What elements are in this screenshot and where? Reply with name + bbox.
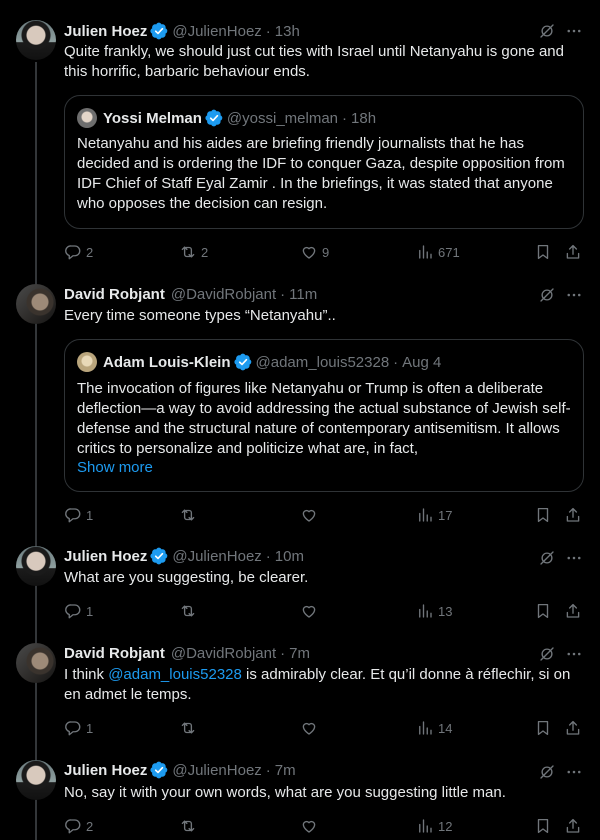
avatar[interactable] — [16, 284, 56, 324]
quote-author-handle: @adam_louis52328 — [255, 353, 390, 371]
bookmark-button[interactable] — [534, 718, 552, 738]
views-icon — [416, 243, 434, 261]
view-count: 13 — [438, 603, 453, 619]
tweet-text — [64, 665, 584, 705]
like-button[interactable] — [300, 718, 318, 738]
reply-icon — [64, 602, 82, 620]
views-button[interactable] — [416, 601, 452, 621]
bookmark-button[interactable] — [534, 816, 552, 836]
action-bar — [64, 505, 584, 525]
tweet[interactable] — [0, 532, 600, 632]
repost-count: 2 — [201, 244, 209, 260]
separator-dot: · — [265, 22, 271, 40]
view-count: 17 — [438, 507, 453, 523]
tweet[interactable] — [0, 750, 600, 840]
repost-icon — [179, 243, 197, 261]
reply-count: 1 — [86, 507, 94, 523]
views-icon — [416, 817, 434, 835]
tweet[interactable] — [0, 632, 600, 750]
bookmark-icon — [534, 243, 552, 261]
share-icon — [564, 817, 582, 835]
author-name[interactable]: David Robjant — [64, 644, 165, 662]
grok-icon[interactable] — [538, 645, 556, 663]
reply-icon — [64, 243, 82, 261]
share-button[interactable] — [564, 601, 582, 621]
author-handle[interactable]: @JulienHoez — [172, 761, 262, 779]
quote-text: Netanyahu and his aides are briefing friendly journalists that he has decided and is ordering the IDF to conquer Gaza, despite opposition from IDF Chief of Staff Eyal Zamir . In the briefings, it was stated that anyone who opposes the decision can resign. — [77, 135, 565, 212]
share-icon — [564, 243, 582, 261]
share-button[interactable] — [564, 816, 582, 836]
quote-tweet[interactable] — [64, 95, 584, 229]
repost-icon — [179, 817, 197, 835]
tweet[interactable] — [0, 0, 600, 270]
repost-button[interactable] — [179, 601, 197, 621]
reply-count: 2 — [86, 244, 94, 260]
reply-button[interactable] — [64, 242, 93, 262]
separator-dot: · — [342, 109, 348, 127]
quote-text: The invocation of figures like Netanyahu or Trump is often a deliberate deflection—a way to avoid addressing the actual substance of Jewish self-defense and the structural nature of contemporary antisemitism. It allows critics to personalize and politicize what are, in fact, — [77, 380, 571, 457]
more-icon[interactable] — [565, 645, 583, 663]
separator-dot: · — [280, 285, 286, 303]
repost-button[interactable] — [179, 505, 197, 525]
action-bar — [64, 816, 584, 836]
show-more-link[interactable]: Show more — [77, 459, 153, 476]
quote-timestamp: Aug 4 — [402, 353, 442, 371]
quote-author-name: Yossi Melman — [103, 109, 202, 127]
quote-author-handle: @yossi_melman — [226, 109, 339, 127]
author-name[interactable]: Julien Hoez — [64, 761, 148, 779]
bookmark-button[interactable] — [534, 505, 552, 525]
bookmark-button[interactable] — [534, 242, 552, 262]
like-button[interactable] — [300, 601, 318, 621]
bookmark-icon — [534, 602, 552, 620]
author-handle[interactable]: @DavidRobjant — [170, 644, 277, 662]
tweet-text-before: I think — [64, 666, 109, 683]
action-bar — [64, 601, 584, 621]
views-button[interactable] — [416, 816, 452, 836]
separator-dot: · — [265, 761, 271, 779]
like-icon — [300, 243, 318, 261]
like-icon — [300, 719, 318, 737]
more-icon[interactable] — [565, 22, 583, 40]
verified-badge-icon — [205, 109, 223, 127]
reply-icon — [64, 506, 82, 524]
quote-avatar — [77, 108, 97, 128]
tweet-text: Every time someone types “Netanyahu”.. — [64, 307, 336, 324]
like-icon — [300, 817, 318, 835]
author-name[interactable]: David Robjant — [64, 285, 165, 303]
action-bar — [64, 242, 584, 262]
views-button[interactable] — [416, 505, 452, 525]
tweet-text: No, say it with your own words, what are you suggesting little man. — [64, 784, 506, 801]
grok-icon[interactable] — [538, 286, 556, 304]
verified-badge-icon — [150, 761, 168, 779]
avatar[interactable] — [16, 760, 56, 800]
quote-tweet[interactable] — [64, 339, 584, 492]
bookmark-button[interactable] — [534, 601, 552, 621]
repost-button[interactable] — [179, 816, 197, 836]
author-name[interactable]: Julien Hoez — [64, 22, 148, 40]
reply-count: 1 — [86, 603, 94, 619]
repost-icon — [179, 602, 197, 620]
share-icon — [564, 602, 582, 620]
tweet-text-after: is admirably clear. Et qu’il donne à réflechir, si on en admet le temps. — [64, 666, 571, 703]
bookmark-icon — [534, 719, 552, 737]
reply-icon — [64, 719, 82, 737]
repost-button[interactable] — [179, 718, 197, 738]
like-button[interactable] — [300, 505, 318, 525]
separator-dot: · — [265, 547, 271, 565]
timestamp[interactable]: 10m — [274, 547, 304, 565]
author-name[interactable]: Julien Hoez — [64, 547, 148, 565]
avatar[interactable] — [16, 546, 56, 586]
quote-timestamp: 18h — [351, 109, 377, 127]
grok-icon[interactable] — [538, 22, 556, 40]
like-icon — [300, 602, 318, 620]
more-icon[interactable] — [565, 763, 583, 781]
share-button[interactable] — [564, 242, 582, 262]
tweet-text: What are you suggesting, be clearer. — [64, 569, 309, 586]
like-button[interactable] — [300, 816, 318, 836]
reply-icon — [64, 817, 82, 835]
verified-badge-icon — [150, 547, 168, 565]
views-icon — [416, 719, 434, 737]
views-icon — [416, 506, 434, 524]
share-icon — [564, 506, 582, 524]
reply-button[interactable] — [64, 505, 93, 525]
like-count: 9 — [322, 244, 330, 260]
avatar[interactable] — [16, 20, 56, 60]
quote-avatar — [77, 352, 97, 372]
mention-link[interactable]: @adam_louis52328 — [108, 666, 242, 683]
verified-badge-icon — [234, 353, 252, 371]
like-button[interactable] — [300, 242, 329, 262]
verified-badge-icon — [150, 22, 168, 40]
timestamp[interactable]: 13h — [274, 22, 300, 40]
more-icon[interactable] — [565, 549, 583, 567]
view-count: 12 — [438, 818, 453, 834]
grok-icon[interactable] — [538, 763, 556, 781]
quote-author-name: Adam Louis-Klein — [103, 353, 231, 371]
timestamp[interactable]: 7m — [289, 644, 310, 662]
like-icon — [300, 506, 318, 524]
tweet-text: Quite frankly, we should just cut ties with Israel until Netanyahu is gone and this horrific, barbaric behaviour ends. — [64, 43, 564, 80]
share-button[interactable] — [564, 505, 582, 525]
repost-icon — [179, 719, 197, 737]
reply-button[interactable] — [64, 718, 93, 738]
author-handle[interactable]: @JulienHoez — [172, 547, 262, 565]
avatar[interactable] — [16, 643, 56, 683]
separator-dot: · — [280, 644, 286, 662]
reply-count: 2 — [86, 818, 94, 834]
reply-count: 1 — [86, 720, 94, 736]
share-button[interactable] — [564, 718, 582, 738]
action-bar — [64, 718, 584, 738]
share-icon — [564, 719, 582, 737]
timestamp[interactable]: 7m — [274, 761, 296, 779]
repost-button[interactable] — [179, 242, 208, 262]
bookmark-icon — [534, 506, 552, 524]
views-button[interactable] — [416, 718, 452, 738]
tweet[interactable] — [0, 270, 600, 532]
author-handle[interactable]: @DavidRobjant — [170, 285, 277, 303]
author-handle[interactable]: @JulienHoez — [172, 22, 262, 40]
view-count: 14 — [438, 720, 453, 736]
more-icon[interactable] — [565, 286, 583, 304]
separator-dot: · — [393, 353, 399, 371]
bookmark-icon — [534, 817, 552, 835]
reply-button[interactable] — [64, 816, 93, 836]
grok-icon[interactable] — [538, 549, 556, 567]
views-button[interactable] — [416, 242, 460, 262]
views-icon — [416, 602, 434, 620]
reply-button[interactable] — [64, 601, 93, 621]
view-count: 671 — [438, 244, 460, 260]
repost-icon — [179, 506, 197, 524]
timestamp[interactable]: 11m — [289, 285, 318, 303]
